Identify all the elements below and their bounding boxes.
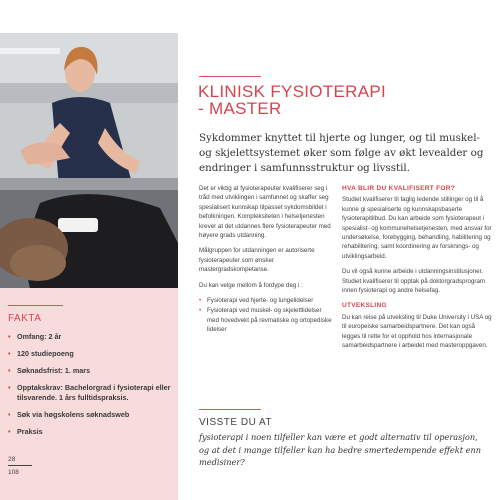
top-band [0, 0, 178, 33]
body-paragraph: Målgruppen for utdanningen er autoriserte fysioterapeuter som ønsker mastergradskompetanse. [199, 247, 315, 274]
fakta-list [8, 332, 173, 444]
body-paragraph: Studiet kvalifiserer til faglig ledende stillinger og til å kunne gi spesialiserte og kunnskapsbaserte fysioterapitilbud. Du kan arbeide som fysioterapeut i spesialist- og kommunehelsetjenesten, med ansvar for undersøkelse, forebygging, behandling, habilitering og rehabilitering, samt koordinering av forsknings- og utviklingsarbeid. [342, 196, 492, 260]
fakta-item: • Praksis [8, 427, 173, 437]
page-number-divider [8, 465, 32, 466]
list-item: • Fysioterapi ved hjerte- og lungelidelser [199, 296, 333, 305]
section-heading: UTVEKSLING [342, 302, 387, 310]
page-number-primary: 28 [8, 456, 16, 463]
visste-title: VISSTE DU AT [199, 417, 273, 428]
lead-paragraph: Sykdommer knyttet til hjerte og lunger, og til muskel- og skjelettsystemet øker som følge av økt levealder og endringer i samfunnsstruktur og livsstil. [199, 132, 484, 174]
fakta-item: • Opptakskrav: Bachelorgrad i fysioterapi eller tilsvarende. 1 års fulltidspraksis. [8, 383, 173, 403]
physiotherapy-photo [0, 33, 178, 288]
list-item: • Fysioterapi ved muskel- og skjelettlidelser med hovedvekt på revmatiske og ortopediske lidelser [199, 306, 333, 334]
photo-illustration [0, 33, 178, 288]
left-column [0, 0, 178, 500]
page-subtitle: - MASTER [198, 99, 282, 118]
body-paragraph: Du kan reise på utveksling til Duke University i USA og til europeiske samarbeidspartnere. Det kan også legges til rette for et opphold hos internasjonale samarbeidspartnere i arbeidet med masteroppgaven. [342, 313, 492, 350]
fakta-item: • Søk via høgskolens søknadsweb [8, 410, 173, 420]
title-divider [199, 76, 261, 77]
page-title: KLINISK FYSIOTERAPI [198, 82, 387, 101]
page-number-secondary: 108 [8, 469, 19, 476]
fakta-title: FAKTA [8, 313, 42, 324]
fakta-divider [8, 305, 63, 306]
body-paragraph: Det er viktig at fysioterapeuter kvalifiserer seg i tråd med utviklingen i samfunnet og skaffer seg spesialisert kunnskap tilpasset sykdomsbildet i befolkningen. Kompleksiteten i helsetjenesten krever at det utdannes flere fysioterapeuter med høyere grads utdanning. [199, 185, 331, 240]
visste-text: fysioterapi i noen tilfeller kan være et godt alternativ til operasjon, og at det i mange tilfeller kan ha bedre smertedempende effekt enn medisiner? [199, 432, 482, 467]
specialization-list [199, 296, 333, 335]
body-column-right [342, 184, 492, 357]
fakta-item: • Omfang: 2 år [8, 332, 173, 342]
body-column-left [199, 184, 333, 336]
body-paragraph: Du vil også kunne arbeide i utdanningsinstitusjoner. Studiet kvalifiserer til opptak på doktorgradsprogram innen fysioterapi og andre helsefag. [342, 268, 486, 295]
visste-divider [199, 409, 261, 410]
body-paragraph: Du kan velge mellom å fordype deg i : [199, 281, 303, 289]
section-heading: HVA BLIR DU KVALIFISERT FOR? [342, 185, 455, 192]
fakta-item: • Søknadsfrist: 1. mars [8, 366, 173, 376]
fakta-item: • 120 studiepoeng [8, 349, 173, 359]
